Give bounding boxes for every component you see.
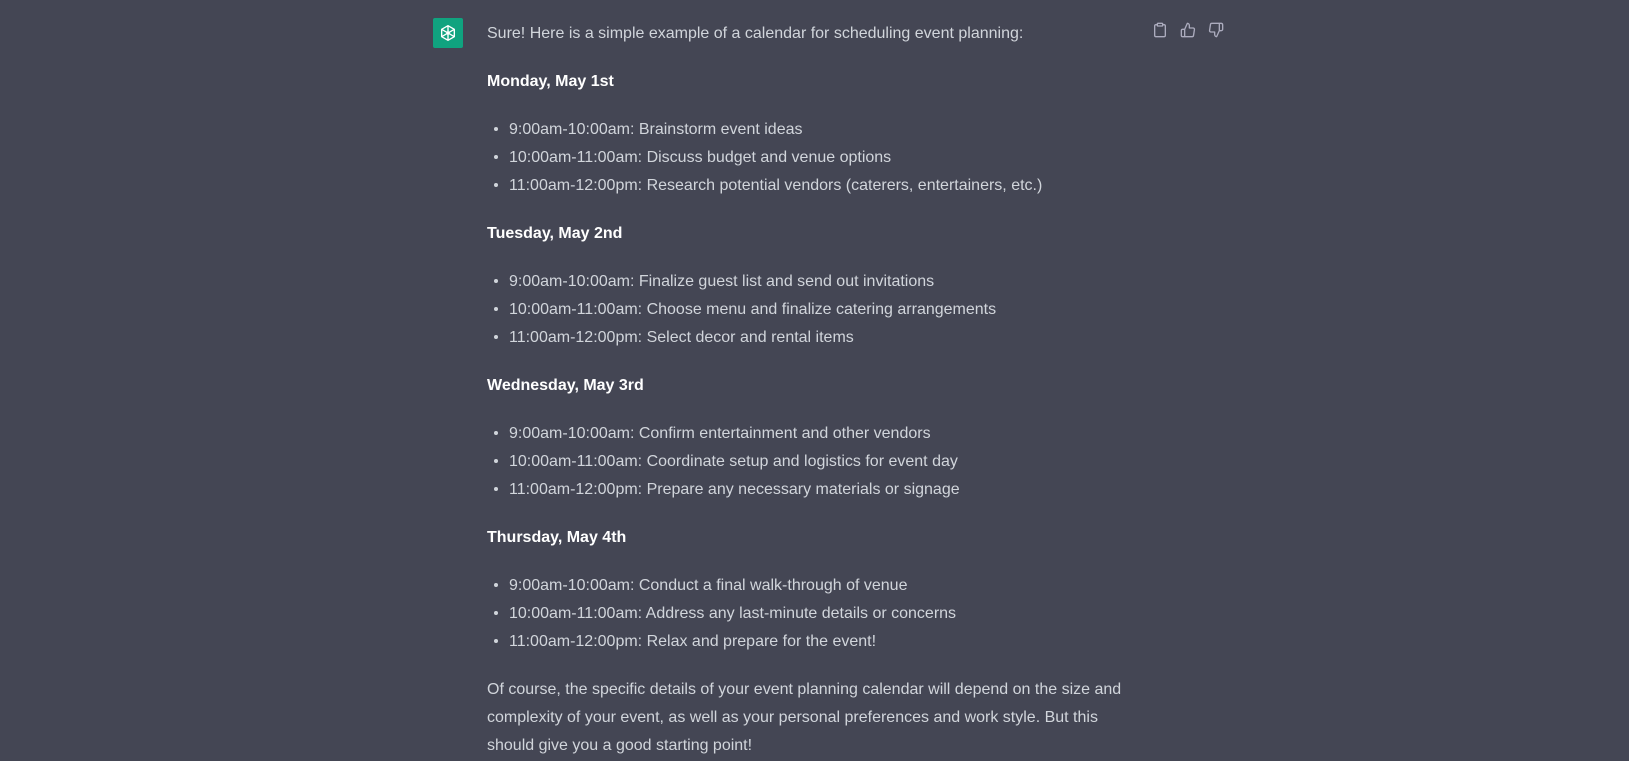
day-heading-thursday: Thursday, May 4th: [487, 529, 627, 546]
task-list-tuesday: [487, 268, 1127, 352]
list-item: 9:00am-10:00am: Conduct a final walk-through of venue: [487, 572, 1127, 600]
thumbs-down-button[interactable]: [1206, 20, 1226, 40]
task-list-wednesday: [487, 420, 1127, 504]
assistant-avatar: [433, 18, 463, 48]
thumbs-up-icon: [1180, 22, 1196, 38]
list-item: 9:00am-10:00am: Brainstorm event ideas: [487, 116, 1127, 144]
day-heading-wednesday: Wednesday, May 3rd: [487, 377, 644, 394]
copy-button[interactable]: [1150, 20, 1170, 40]
list-item: 11:00am-12:00pm: Research potential vendors (caterers, entertainers, etc.): [487, 172, 1127, 200]
thumbs-up-button[interactable]: [1178, 20, 1198, 40]
closing-text: Of course, the specific details of your event planning calendar will depend on the size and complexity of your event, as well as your personal preferences and work style. But this should give you a good starting point!: [487, 681, 1122, 754]
list-item: 10:00am-11:00am: Coordinate setup and logistics for event day: [487, 448, 1127, 476]
list-item: 10:00am-11:00am: Choose menu and finalize catering arrangements: [487, 296, 1127, 324]
list-item: 10:00am-11:00am: Discuss budget and venue options: [487, 144, 1127, 172]
openai-logo-icon: [437, 22, 459, 44]
task-list-monday: [487, 116, 1127, 200]
message-content: [487, 20, 1127, 760]
clipboard-icon: [1152, 22, 1168, 38]
list-item: 11:00am-12:00pm: Relax and prepare for the event!: [487, 628, 1127, 656]
day-heading-monday: Monday, May 1st: [487, 73, 614, 90]
list-item: 11:00am-12:00pm: Select decor and rental items: [487, 324, 1127, 352]
list-item: 11:00am-12:00pm: Prepare any necessary materials or signage: [487, 476, 1127, 504]
message-actions: [1150, 20, 1226, 40]
intro-text: Sure! Here is a simple example of a calendar for scheduling event planning:: [487, 25, 1024, 42]
list-item: 9:00am-10:00am: Confirm entertainment and other vendors: [487, 420, 1127, 448]
task-list-thursday: [487, 572, 1127, 656]
thumbs-down-icon: [1208, 22, 1224, 38]
list-item: 10:00am-11:00am: Address any last-minute details or concerns: [487, 600, 1127, 628]
day-heading-tuesday: Tuesday, May 2nd: [487, 225, 623, 242]
list-item: 9:00am-10:00am: Finalize guest list and send out invitations: [487, 268, 1127, 296]
